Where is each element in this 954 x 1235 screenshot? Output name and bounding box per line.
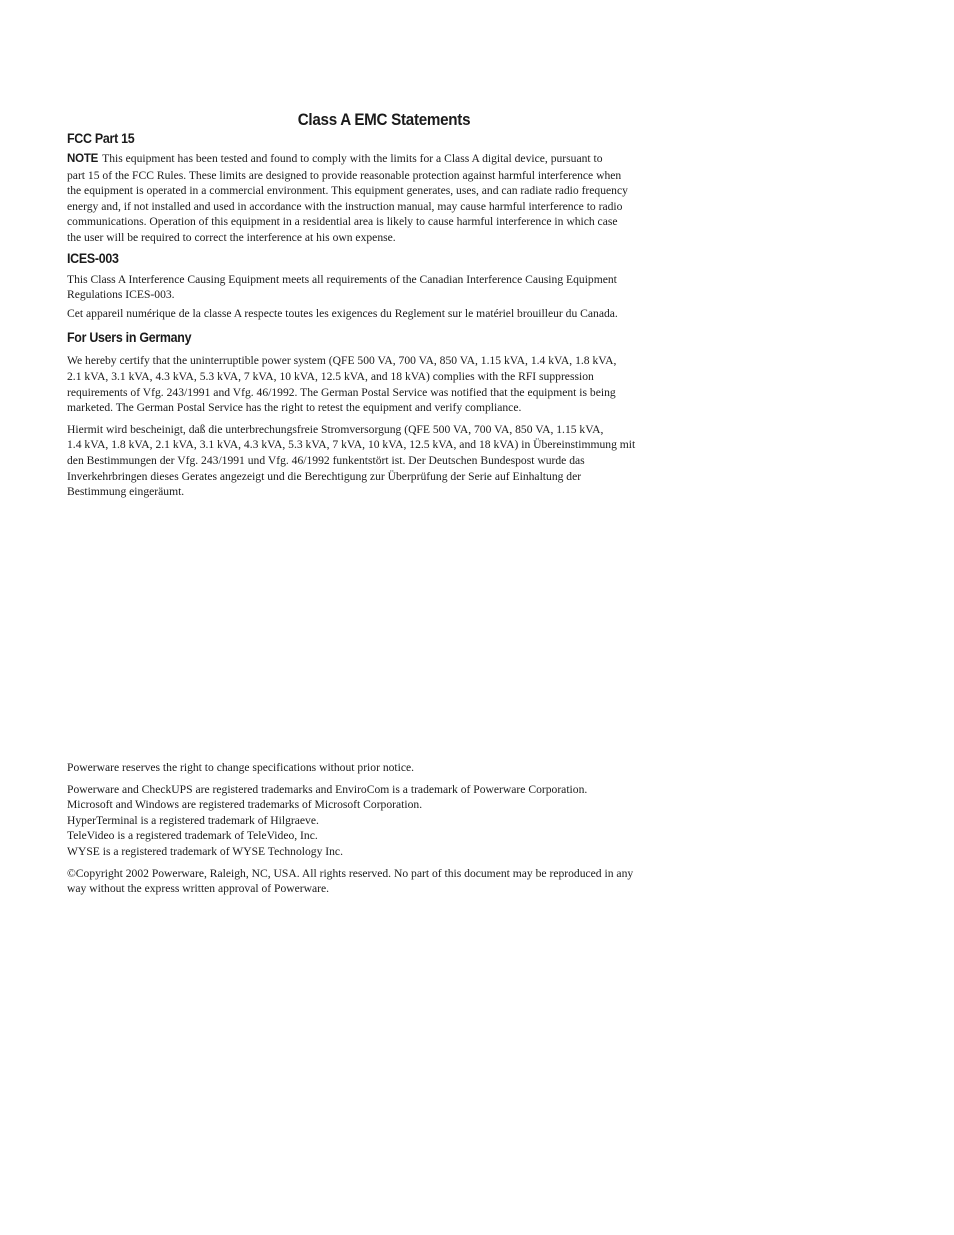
- fcc-note-line: part 15 of the FCC Rules. These limits are designed to provide reasonable protection against harmful interference when: [67, 168, 622, 182]
- germany-heading: For Users in Germany: [67, 330, 192, 346]
- copyright-notice: ©Copyright 2002 Powerware, Raleigh, NC, USA. All rights reserved. No part of this document may be reproduced in any way without the express written approval of Powerware.: [67, 866, 634, 896]
- fcc-heading: FCC Part 15: [67, 131, 135, 146]
- germany-paragraph-german: Hiermit wird bescheinigt, daß die unterbrechungsfreie Stromversorgung (QFE 500 VA, 700 VA, 850 VA, 1.15 kVA, 1.4 kVA, 1.8 kVA, 2.1 kVA, 3.1 kVA, 4.3 kVA, 5.3 kVA, 7 kVA, 10 kVA, 12.5 kVA, and 18 kVA) in Übereinstimmung mit den Bestimmungen der Vfg. 243/1991 und Vfg. 46/1992 funkentstört ist. Der Deutschen Bundespost wurde das Inverkehrbringen dieses Gerates angezeigt und die Berechtigung zur Überprüfung der Serie auf Einhaltung der Bestimmung eingeräumt.: [67, 422, 636, 499]
- trademark-line: HyperTerminal is a registered trademark of Hilgraeve.: [67, 813, 319, 827]
- specifications-notice: Powerware reserves the right to change specifications without prior notice.: [67, 761, 415, 774]
- germany-paragraph-english: We hereby certify that the uninterruptible power system (QFE 500 VA, 700 VA, 850 VA, 1.15 kVA, 1.4 kVA, 1.8 kVA, 2.1 kVA, 3.1 kVA, 4.3 kVA, 5.3 kVA, 7 kVA, 10 kVA, 12.5 kVA, and 18 kVA) complies with the RFI suppression requirements of Vfg. 243/1991 and Vfg. 46/1992. The German Postal Service was notified that the equipment is being marketed. The German Postal Service has the right to retest the equipment and verify compliance.: [67, 354, 617, 415]
- trademark-line: WYSE is a registered trademark of WYSE Technology Inc.: [67, 844, 343, 858]
- main-content: [67, 130, 707, 500]
- trademark-line: TeleVideo is a registered trademark of TeleVideo, Inc.: [67, 829, 318, 843]
- ices-paragraph-english: This Class A Interference Causing Equipment meets all requirements of the Canadian Interference Causing Equipment Regulations ICES-003.: [67, 272, 617, 302]
- trademark-line: Powerware and CheckUPS are registered trademarks and EnviroCom is a trademark of Powerware Corporation.: [67, 782, 588, 796]
- fcc-note-line: communications. Operation of this equipment in a residential area is likely to cause harmful interference in which case: [67, 215, 618, 229]
- page-title: Class A EMC Statements: [297, 111, 471, 129]
- trademark-line: Microsoft and Windows are registered trademarks of Microsoft Corporation.: [67, 798, 423, 812]
- fcc-note-line: the equipment is operated in a commercial environment. This equipment generates, uses, and can radiate radio frequency: [67, 184, 628, 198]
- fcc-note-line: the user will be required to correct the interference at his own expense.: [67, 230, 396, 244]
- fcc-note-line: NOTE This equipment has been tested and found to comply with the limits for a Class A digital device, pursuant to: [67, 152, 603, 165]
- fcc-note-paragraph: [67, 151, 707, 246]
- trademarks-list: [67, 782, 707, 860]
- fcc-note-line: energy and, if not installed and used in accordance with the instruction manual, may cause harmful interference to radio: [67, 199, 623, 213]
- footer: [67, 760, 707, 897]
- ices-paragraph-french: Cet appareil numérique de la classe A respecte toutes les exigences du Reglement sur le matériel brouilleur du Canada.: [67, 306, 618, 320]
- note-label: NOTE: [67, 153, 99, 165]
- ices-heading: ICES-003: [67, 250, 119, 266]
